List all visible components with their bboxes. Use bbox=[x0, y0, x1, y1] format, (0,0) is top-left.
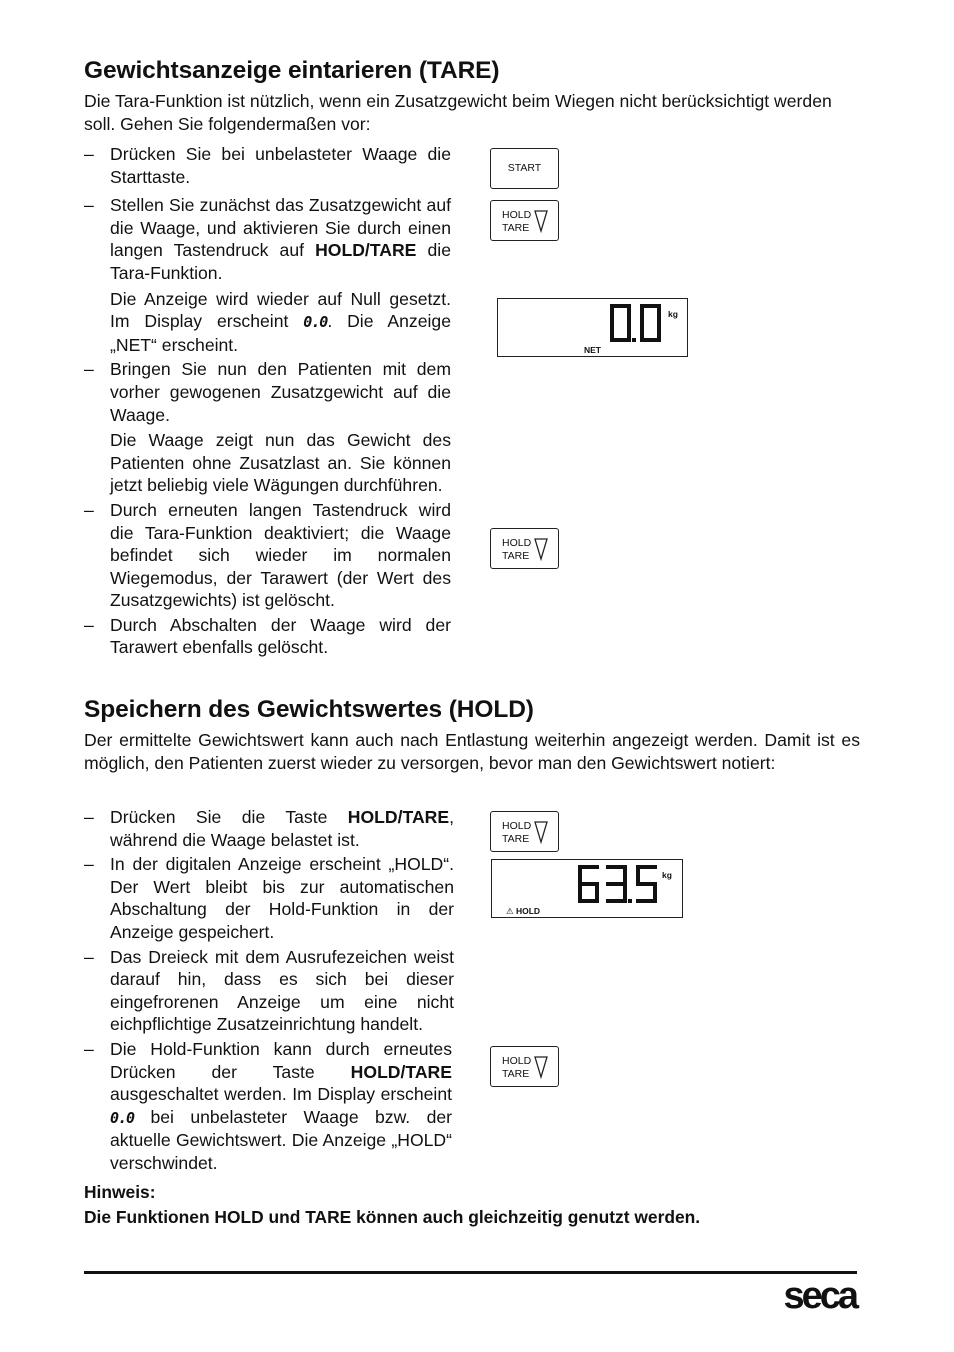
warning-triangle-icon: ⚠ HOLD bbox=[506, 906, 541, 916]
triangle-down-icon bbox=[534, 820, 548, 844]
hold-heading: Speichern des Gewichtswertes (HOLD) bbox=[84, 696, 534, 723]
list-item: – Die Hold-Funktion kann durch erneutes Drücken der Taste HOLD/TARE ausgeschaltet werden. Im Display erscheint 0.0 bei unbelasteter Waage bzw. der aktuelle Gewichtswert. Die Anzeige „HOLD“ verschwindet. bbox=[84, 1038, 452, 1175]
display-decimal-point bbox=[632, 338, 636, 342]
display-segment bbox=[640, 323, 644, 342]
inline-display-value: 0.0 bbox=[110, 1108, 135, 1127]
list-item: – In der digitalen Anzeige erscheint „HOLD“. Der Wert bleibt bis zur automatischen Abschaltung der Hold-Funktion in der Anzeige gespeichert. bbox=[84, 853, 454, 943]
display-segment bbox=[640, 304, 644, 323]
list-item: – Drücken Sie bei unbelasteter Waage die Starttaste. bbox=[84, 143, 451, 188]
list-item: – Das Dreieck mit dem Ausrufezeichen weist darauf hin, dass es sich bei dieser eingefrorenen Anzeige um eine nicht eichpflichtige Zusatzeinrichtung handelt. bbox=[84, 946, 454, 1036]
display-segment bbox=[595, 884, 599, 903]
note-label: Hinweis: bbox=[84, 1182, 156, 1202]
display-segment bbox=[610, 304, 614, 323]
display-segment bbox=[578, 865, 582, 884]
list-item: – Durch Abschalten der Waage wird der Tarawert ebenfalls gelöscht. bbox=[84, 614, 451, 659]
hold-tare-key-illustration: HOLD TARE bbox=[490, 528, 559, 569]
footer-rule bbox=[84, 1271, 857, 1274]
hold-tare-key-illustration: HOLD TARE bbox=[490, 200, 559, 241]
list-item: – Stellen Sie zunächst das Zusatzgewicht auf die Waage, und aktivieren Sie durch einen langen Tastendruck auf HOLD/TARE die Tara-Funktion. Die Anzeige wird wieder auf Null gesetzt. Im Display erscheint 0.0. Die Anzeige „NET“ erscheint. bbox=[84, 194, 451, 356]
note-text: Die Funktionen HOLD und TARE können auch gleichzeitig genutzt werden. bbox=[84, 1207, 701, 1227]
triangle-down-icon bbox=[534, 537, 548, 561]
display-segment bbox=[636, 865, 640, 884]
triangle-down-icon bbox=[534, 1055, 548, 1079]
hold-intro: Der ermittelte Gewichtswert kann auch nach Entlastung weiterhin angezeigt werden. Damit ist es möglich, den Patienten zuerst wieder zu versorgen, bevor man den Gewichtswert notiert: bbox=[84, 730, 860, 773]
list-item: – Durch erneuten langen Tastendruck wird die Tara-Funktion deaktiviert; die Waage befindet sich wieder im normalen Wiegemodus, der Tarawert (der Wert des Zusatzgewichts) ist gelöscht. bbox=[84, 499, 451, 612]
hold-tare-key-illustration: HOLD TARE bbox=[490, 1046, 559, 1087]
display-segment bbox=[610, 323, 614, 342]
display-segment bbox=[657, 304, 661, 323]
inline-display-value: 0.0 bbox=[303, 313, 328, 332]
display-segment bbox=[636, 899, 657, 903]
display-segment bbox=[623, 865, 627, 884]
seca-logo: seca bbox=[783, 1275, 856, 1317]
triangle-down-icon bbox=[534, 209, 548, 233]
hold-steps bbox=[84, 806, 454, 1177]
display-segment bbox=[606, 899, 627, 903]
net-display-illustration: kg NET bbox=[497, 298, 688, 357]
display-decimal-point bbox=[628, 899, 632, 903]
list-item: – Bringen Sie nun den Patienten mit dem vorher gewogenen Zusatzgewicht auf die Waage. Die Waage zeigt nun das Gewicht des Patienten ohne Zusatzlast an. Sie können jetzt beliebig viele Wägungen durchführen. bbox=[84, 358, 451, 497]
hold-display-illustration: kg ⚠ HOLD bbox=[491, 859, 683, 918]
tare-steps bbox=[84, 143, 451, 661]
list-item: – Drücken Sie die Taste HOLD/TARE, während die Waage belastet ist. bbox=[84, 806, 454, 851]
tare-heading: Gewichtsanzeige eintarieren (TARE) bbox=[84, 57, 500, 84]
start-key-illustration: START bbox=[490, 148, 559, 189]
hold-tare-key-illustration: HOLD TARE bbox=[490, 811, 559, 852]
tare-intro: Die Tara-Funktion ist nützlich, wenn ein Zusatzgewicht beim Wiegen nicht berücksichtigt werden soll. Gehen Sie folgendermaßen vor: bbox=[84, 91, 832, 134]
display-segment bbox=[627, 304, 631, 323]
